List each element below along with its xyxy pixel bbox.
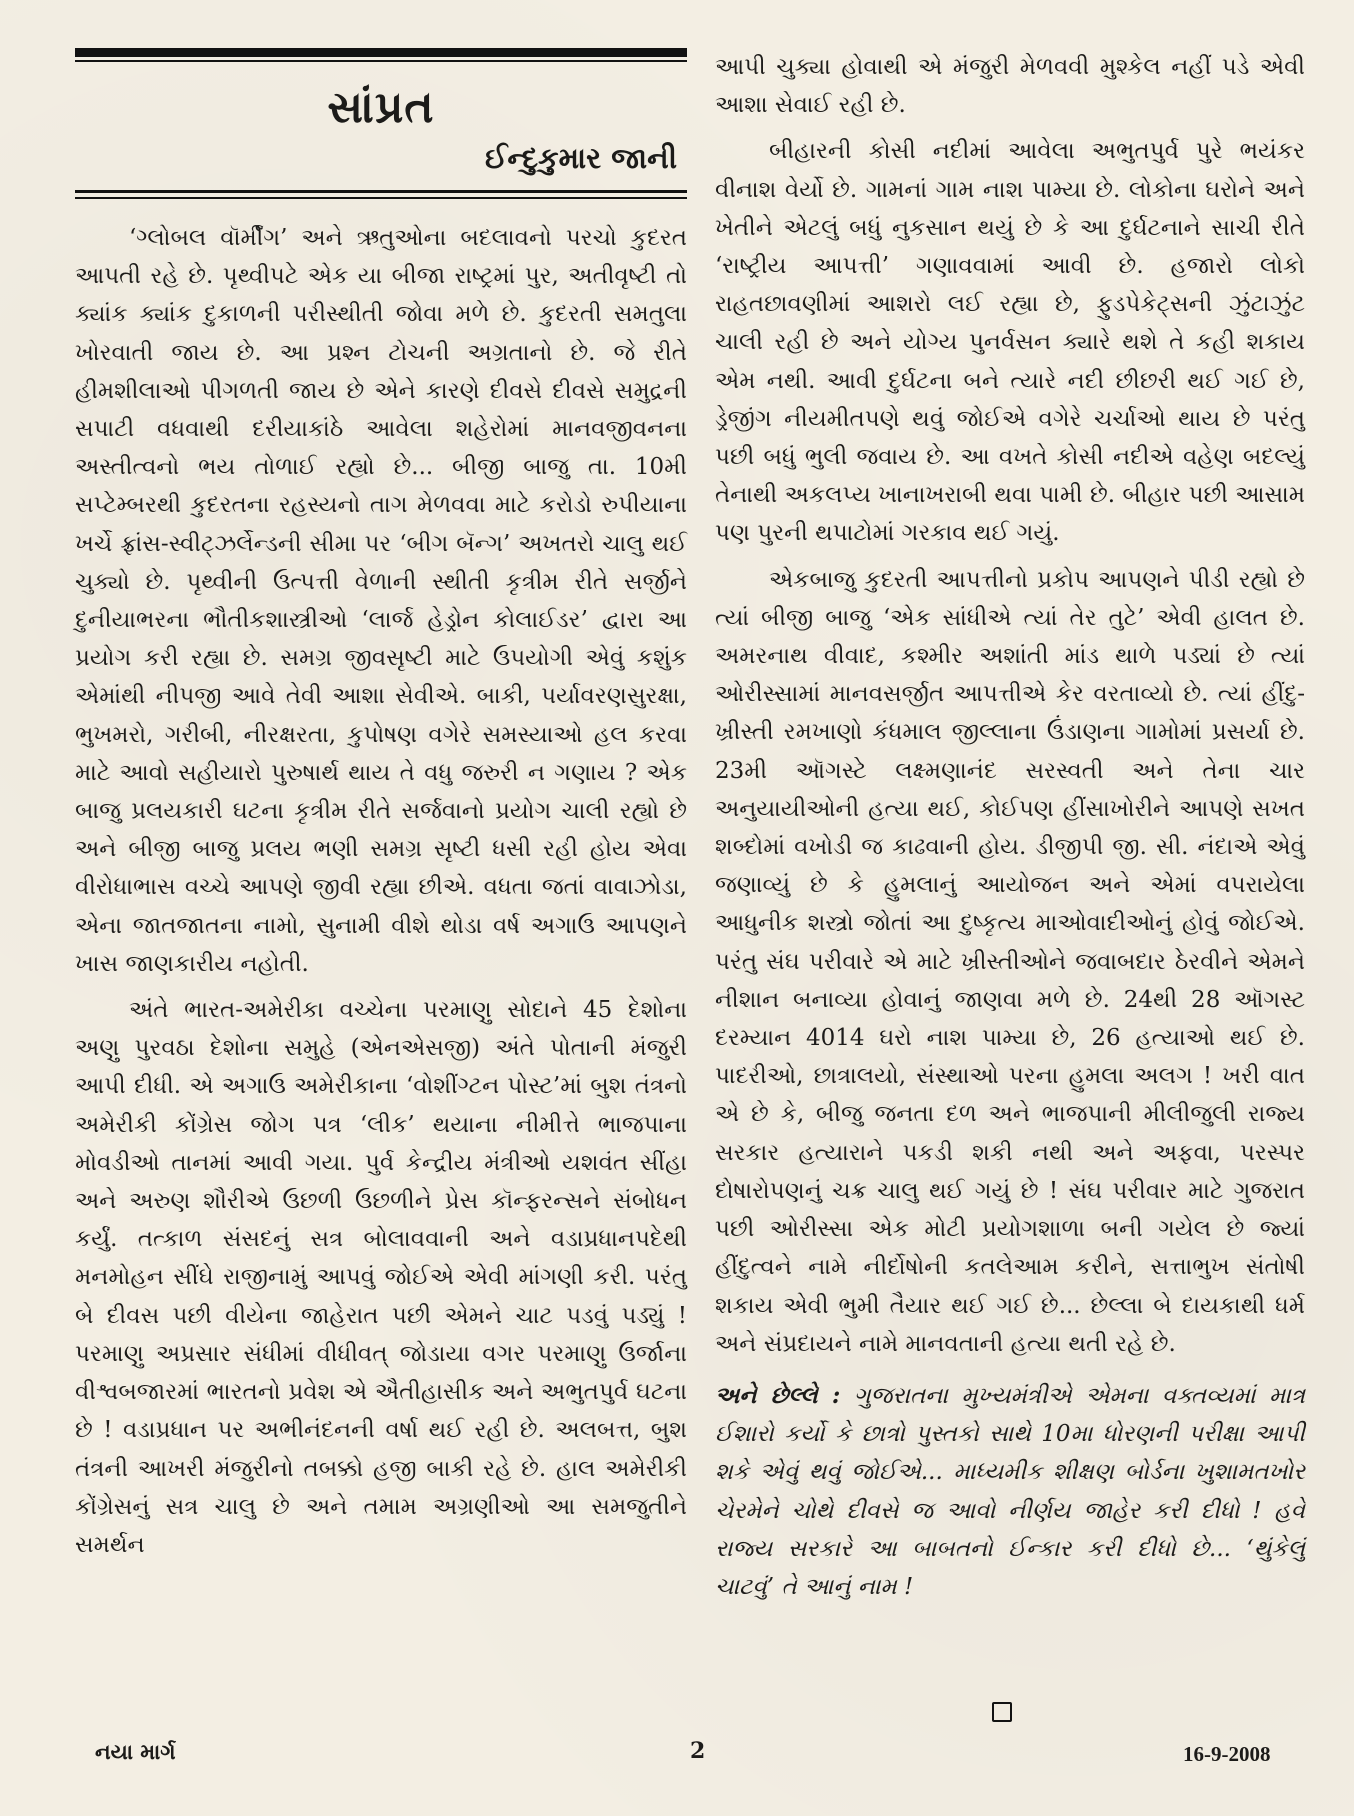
closing-note-label: અને છેલ્લે :	[715, 1381, 841, 1409]
right-column	[715, 48, 1305, 1606]
closing-note	[715, 1377, 1305, 1606]
footer-page-number: 2	[690, 1738, 706, 1764]
author-name: ઈન્દુકુમાર જાની	[484, 141, 677, 175]
header-rule-bottom-thin	[75, 197, 687, 199]
footer-publication: નયા માર્ગ	[95, 1740, 176, 1764]
header-rule-top-thin	[75, 60, 687, 62]
article-paragraph-2: અંતે ભારત-અમેરીકા વચ્ચેના પરમાણુ સોદાને 45 દેશોના અણુ પુરવઠા દેશોના સમુહે (એનએસજી) અંતે પોતાની મંજુરી આપી દીધી. એ અગાઉ અમેરીકાના ‘વોશીંગ્ટન પોસ્ટ’માં બુશ તંત્રનો અમેરીકી કોંગ્રેસ જોગ પત્ર ‘લીક’ થયાના નીમીત્તે ભાજપાના મોવડીઓ તાનમાં આવી ગયા. પુર્વ કેન્દ્રીય મંત્રીઓ યશવંત સીંહા અને અરુણ શૌરીએ ઉછળી ઉછળીને પ્રેસ કૉન્ફરન્સને સંબોધન કર્યું. તત્કાળ સંસદનું સત્ર બોલાવવાની અને વડાપ્રધાનપદેથી મનમોહન સીંઘે રાજીનામું આપવું જોઈએ એવી માંગણી કરી. પરંતુ બે દીવસ પછી વીયેના જાહેરાત પછી એમને ચાટ પડવું પડ્યું ! પરમાણુ અપ્રસાર સંધીમાં વીધીવત્ જોડાયા વગર પરમાણુ ઉર્જાના વીશ્વબજારમાં ભારતનો પ્રવેશ એ ઐતીહાસીક અને અભુતપુર્વ ઘટના છે ! વડાપ્રધાન પર અભીનંદનની વર્ષા થઈ રહી છે. અલબત્ત, બુશ તંત્રની આખરી મંજુરીનો તબક્કો હજી બાકી રહે છે. હાલ અમેરીકી કોંગ્રેસનું સત્ર ચાલુ છે અને તમામ અગ્રણીઓ આ સમજુતીને સમર્થન	[75, 997, 687, 1558]
header-rule-top	[75, 48, 687, 57]
article-paragraph-1: ‘ગ્લોબલ વૉર્મીંગ’ અને ઋતુઓના બદલાવનો પરચો કુદરત આપતી રહે છે. પૃથ્વીપટે એક યા બીજા રાષ્ટ્રમાં પુર, અતીવૃષ્ટી તો ક્યાંક ક્યાંક દુકાળની પરીસ્થીતી જોવા મળે છે. કુદરતી સમતુલા ખોરવાતી જાય છે. આ પ્રશ્ન ટોચની અગ્રતાનો છે. જે રીતે હીમશીલાઓ પીગળતી જાય છે એને કારણે દીવસે દીવસે સમુદ્રની સપાટી વધવાથી દરીયાકાંઠે આવેલા શહેરોમાં માનવજીવનના અસ્તીત્વનો ભય તોળાઈ રહ્યો છે... બીજી બાજુ તા. 10મી સપ્ટેમ્બરથી કુદરતના રહસ્યનો તાગ મેળવવા માટે કરોડો રુપીયાના ખર્ચે ફ્રાંસ-સ્વીટ્ઝર્લેન્ડની સીમા પર ‘બીગ બૅન્ગ’ અખતરો ચાલુ થઈ ચુક્યો છે. પૃથ્વીની ઉત્પત્તી વેળાની સ્થીતી કૃત્રીમ રીતે સર્જીને દુનીયાભરના ભૌતીકશાસ્ત્રીઓ ‘લાર્જ હેડ્રોન કોલાઈડર’ દ્વારા આ પ્રયોગ કરી રહ્યા છે. સમગ્ર જીવસૃષ્ટી માટે ઉપયોગી એવું કશુંક એમાંથી નીપજી આવે તેવી આશા સેવીએ. બાકી, પર્યાવરણસુરક્ષા, ભુખમરો, ગરીબી, નીરક્ષરતા, કુપોષણ વગેરે સમસ્યાઓ હલ કરવા માટે આવો સહીયારો પુરુષાર્થ થાય તે વધુ જરુરી ન ગણાય ? એક બાજુ પ્રલયકારી ઘટના કૃત્રીમ રીતે સર્જવાનો પ્રયોગ ચાલી રહ્યો છે અને બીજી બાજુ પ્રલય ભણી સમગ્ર સૃષ્ટી ધસી રહી હોય એવા વીરોધાભાસ વચ્ચે આપણે જીવી રહ્યા છીએ. વધતા જતાં વાવાઝોડા, એના જાતજાતના નામો, સુનામી વીશે થોડા વર્ષ અગાઉ આપણને ખાસ જાણકારીય નહોતી.	[75, 225, 687, 977]
end-of-article-mark	[992, 1702, 1012, 1722]
article-paragraph-3: બીહારની કોસી નદીમાં આવેલા અભુતપુર્વ પુરે ભયંકર વીનાશ વેર્યો છે. ગામનાં ગામ નાશ પામ્યા છે. લોકોના ઘરોને અને ખેતીને એટલું બધું નુકસાન થયું છે કે આ દુર્ઘટનાને સાચી રીતે ‘રાષ્ટ્રીય આપત્તી’ ગણાવવામાં આવી છે. હજારો લોકો રાહતછાવણીમાં આશરો લઈ રહ્યા છે, ફુડપેકેટ્સની ઝુંટાઝુંટ ચાલી રહી છે અને યોગ્ય પુનર્વસન ક્યારે થશે તે કહી શકાય એમ નથી. આવી દુર્ઘટના બને ત્યારે નદી છીછરી થઈ ગઈ છે, ડ્રેજીંગ નીયમીતપણે થવું જોઈએ વગેરે ચર્ચાઓ થાય છે પરંતુ પછી બધું ભુલી જવાય છે. આ વખતે કોસી નદીએ વહેણ બદલ્યું તેનાથી અકલપ્ય ખાનાખરાબી થવા પામી છે. બીહાર પછી આસામ પણ પુરની થપાટોમાં ગરકાવ થઈ ગયું.	[715, 138, 1305, 547]
left-column	[75, 48, 687, 1572]
closing-note-text: ગુજરાતના મુખ્યમંત્રીએ એમના વક્તવ્યમાં માત્ર ઈશારો કર્યો કે છાત્રો પુસ્તકો સાથે 10મા ધોરણની પરીક્ષા આપી શકે એવું થવું જોઈએ... માધ્યમીક શીક્ષણ બોર્ડના ખુશામતખોર ચેરમેને ચોથે દીવસે જ આવો નીર્ણય જાહેર કરી દીધો ! હવે રાજ્ય સરકારે આ બાબતનો ઈન્કાર કરી દીધો છે... ‘થુંકેલું ચાટવું’ તે આનું નામ !	[715, 1382, 1305, 1600]
column-title: સાંપ્રત	[327, 82, 435, 133]
header-rule-bottom	[75, 190, 687, 193]
article-paragraph-continuation: આપી ચુક્યા હોવાથી એ મંજુરી મેળવવી મુશ્કેલ નહીં પડે એવી આશા સેવાઈ રહી છે.	[715, 54, 1305, 119]
footer-date: 16-9-2008	[1183, 1742, 1271, 1766]
article-paragraph-4: એકબાજુ કુદરતી આપત્તીનો પ્રકોપ આપણને પીડી રહ્યો છે ત્યાં બીજી બાજુ ‘એક સાંધીએ ત્યાં તેર તુટે’ એવી હાલત છે. અમરનાથ વીવાદ, કશ્મીર અશાંતી માંડ થાળે પડ્યાં છે ત્યાં ઓરીસ્સામાં માનવસર્જીત આપત્તીએ કેર વરતાવ્યો છે. ત્યાં હીંદુ-ખ્રીસ્તી રમખાણો કંધમાલ જીલ્લાના ઉંડાણના ગામોમાં પ્રસર્યા છે. 23મી ઑગસ્ટે લક્ષ્મણાનંદ સરસ્વતી અને તેના ચાર અનુયાયીઓની હત્યા થઈ, કોઈપણ હીંસાખોરીને આપણે સખત શબ્દોમાં વખોડી જ કાઢવાની હોય. ડીજીપી જી. સી. નંદાએ એવું જણાવ્યું છે કે હુમલાનું આયોજન અને એમાં વપરાયેલા આધુનીક શસ્ત્રો જોતાં આ દુષ્કૃત્ય માઓવાદીઓનું હોવું જોઈએ. પરંતુ સંઘ પરીવારે એ માટે ખ્રીસ્તીઓને જવાબદાર ઠેરવીને એમને નીશાન બનાવ્યા હોવાનું જાણવા મળે છે. 24થી 28 ઑગસ્ટ દરમ્યાન 4014 ઘરો નાશ પામ્યા છે, 26 હત્યાઓ થઈ છે. પાદરીઓ, છાત્રાલયો, સંસ્થાઓ પરના હુમલા અલગ ! ખરી વાત એ છે કે, બીજુ જનતા દળ અને ભાજપાની મીલીજુલી રાજ્ય સરકાર હત્યારાને પકડી શકી નથી અને અફવા, પરસ્પર દોષારોપણનું ચક્ર ચાલુ થઈ ગયું છે ! સંઘ પરીવાર માટે ગુજરાત પછી ઓરીસ્સા એક મોટી પ્રયોગશાળા બની ગયેલ છે જ્યાં હીંદુત્વને નામે નીર્દોષોની કતલેઆમ કરીને, સત્તાભુખ સંતોષી શકાય એવી ભુમી તૈયાર થઈ ગઈ છે... છેલ્લા બે દાયકાથી ધર્મ અને સંપ્રદાયને નામે માનવતાની હત્યા થતી રહે છે.	[715, 566, 1305, 1357]
